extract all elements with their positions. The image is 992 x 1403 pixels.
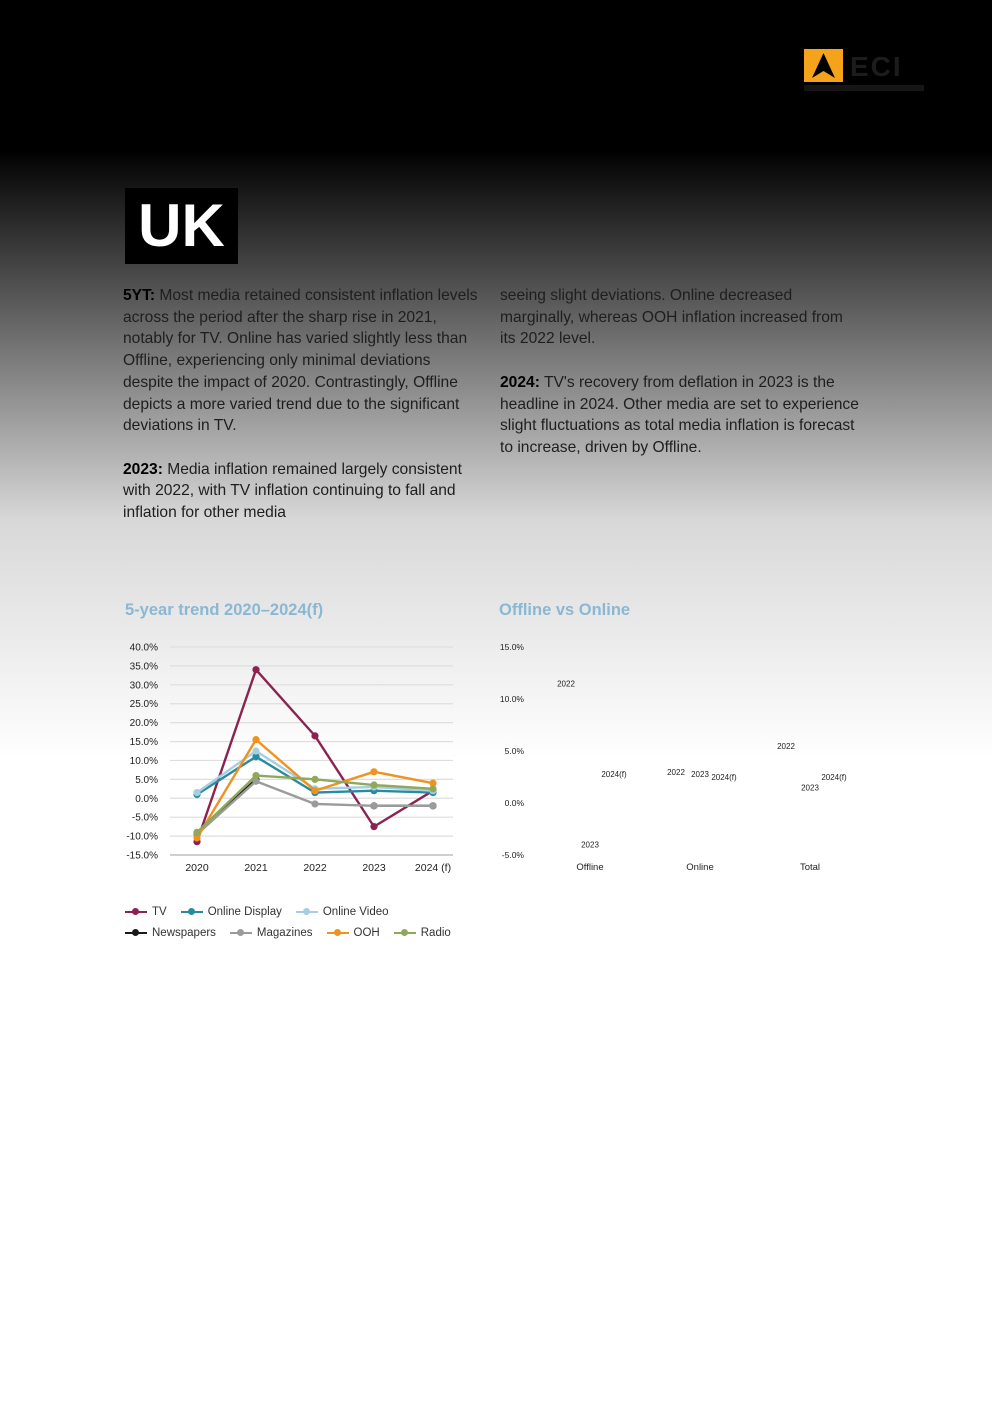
x-tick-label: 2021 bbox=[244, 862, 268, 874]
x-tick-label: 2022 bbox=[303, 862, 327, 874]
x-tick-label: 2020 bbox=[185, 862, 209, 874]
data-label: 2022 bbox=[777, 741, 795, 751]
data-point bbox=[429, 802, 436, 809]
legend-item bbox=[296, 906, 389, 918]
paragraph-5yt bbox=[123, 285, 483, 437]
data-label: 2022 bbox=[667, 767, 685, 777]
paragraph-2023-cont bbox=[500, 285, 860, 350]
legend-row bbox=[125, 901, 485, 922]
y-tick-label: 10.0% bbox=[129, 755, 158, 767]
series-tv bbox=[193, 666, 436, 845]
offline-online-chart-title: Offline vs Online bbox=[499, 601, 631, 619]
trend-chart-title: 5-year trend 2020–2024(f) bbox=[125, 601, 324, 619]
data-label: 2024(f) bbox=[601, 769, 627, 779]
x-tick-label: Online bbox=[686, 862, 714, 873]
paragraph-body: seeing slight deviations. Online decreased marginally, whereas OOH inflation increased from its 2022 level. bbox=[500, 287, 843, 348]
y-tick-label: -10.0% bbox=[126, 831, 158, 843]
y-tick-label: 20.0% bbox=[129, 718, 158, 730]
commentary-right-column bbox=[500, 285, 860, 480]
paragraph-heading: 2023: bbox=[123, 460, 163, 478]
legend-label: Magazines bbox=[256, 926, 313, 939]
y-tick-label: -5.0% bbox=[131, 812, 158, 824]
paragraph-body: Media inflation remained largely consistent with 2022, with TV inflation continuing to fall and inflation for other media bbox=[123, 460, 462, 522]
y-tick-label: 35.0% bbox=[129, 661, 158, 673]
y-tick-label: 0.0% bbox=[504, 798, 524, 808]
legend-row bbox=[125, 922, 485, 943]
legend-item bbox=[181, 906, 282, 918]
legend-line-marker-icon bbox=[125, 907, 147, 917]
legend-line-marker-icon bbox=[394, 928, 416, 938]
offline-online-bar-chart bbox=[495, 635, 865, 885]
y-tick-label: 0.0% bbox=[135, 793, 158, 805]
legend-line-marker-icon bbox=[230, 928, 252, 938]
logo-mark bbox=[804, 49, 843, 82]
y-tick-label: -15.0% bbox=[126, 850, 158, 862]
data-label: 2022 bbox=[557, 679, 575, 689]
data-point bbox=[252, 772, 259, 779]
legend-label: TV bbox=[152, 905, 167, 918]
legend-line-marker-icon bbox=[125, 928, 147, 938]
legend-line-marker-icon bbox=[327, 928, 349, 938]
legend-item bbox=[327, 927, 380, 939]
data-point bbox=[252, 736, 259, 743]
legend-label: Radio bbox=[420, 926, 451, 939]
data-label: 2024(f) bbox=[711, 773, 737, 782]
legend-label: Newspapers bbox=[152, 926, 216, 939]
data-point bbox=[311, 776, 318, 783]
data-point bbox=[311, 732, 318, 739]
legend-label: Online Display bbox=[207, 905, 282, 918]
legend-item bbox=[125, 906, 167, 918]
arrow-mark-icon bbox=[804, 49, 843, 82]
y-tick-label: 15.0% bbox=[499, 642, 524, 652]
y-tick-label: 15.0% bbox=[129, 737, 158, 749]
data-label: 2023 bbox=[581, 840, 599, 850]
data-point bbox=[370, 781, 377, 788]
data-point bbox=[311, 787, 318, 794]
paragraph-heading: 5YT: bbox=[123, 287, 156, 304]
data-point bbox=[370, 802, 377, 809]
data-point bbox=[370, 823, 377, 830]
data-point bbox=[370, 768, 377, 775]
x-tick-label: Total bbox=[799, 862, 821, 873]
series-line bbox=[197, 670, 433, 842]
x-tick-label: 2023 bbox=[362, 862, 386, 874]
country-badge: UK bbox=[125, 188, 238, 264]
y-tick-label: 5.0% bbox=[504, 746, 524, 756]
data-point bbox=[252, 666, 259, 673]
legend-line-marker-icon bbox=[181, 907, 203, 917]
legend-item bbox=[394, 927, 451, 939]
paragraph-2023 bbox=[123, 459, 483, 524]
data-label: 2023 bbox=[801, 783, 819, 793]
data-point bbox=[252, 747, 259, 754]
data-point bbox=[429, 785, 436, 792]
legend-line-marker-icon bbox=[296, 907, 318, 917]
y-tick-label: 10.0% bbox=[499, 694, 524, 704]
paragraph-body: Most media retained consistent inflation levels across the period after the sharp rise in 2021, notably for TV. Online has varied slightly less than Offline, experiencing only minimal deviations despite the impact of 2020. Contrastingly, Offline depicts a more varied trend due to the significant deviations in TV. bbox=[123, 287, 478, 435]
trend-line-chart bbox=[120, 635, 470, 885]
y-tick-label: 40.0% bbox=[129, 642, 158, 654]
x-tick-label: 2024 (f) bbox=[414, 862, 452, 874]
data-point bbox=[193, 829, 200, 836]
logo-underline bbox=[804, 85, 924, 91]
paragraph-body: TV's recovery from deflation in 2023 is the headline in 2024. Other media are set to experience slight fluctuations as total media inflation is forecast to increase, driven by Offline. bbox=[500, 373, 859, 456]
paragraph-2024 bbox=[500, 372, 860, 459]
data-label: 2023 bbox=[691, 769, 709, 779]
trend-legend bbox=[125, 901, 485, 943]
y-tick-label: 5.0% bbox=[135, 774, 158, 786]
y-tick-label: -5.0% bbox=[501, 850, 524, 860]
paragraph-heading: 2024: bbox=[500, 373, 540, 391]
y-tick-label: 25.0% bbox=[129, 699, 158, 711]
legend-item bbox=[125, 927, 216, 939]
data-label: 2024(f) bbox=[821, 773, 847, 782]
eci-logo bbox=[804, 49, 924, 95]
legend-label: OOH bbox=[353, 926, 380, 939]
y-tick-label: 30.0% bbox=[129, 680, 158, 692]
data-point bbox=[311, 800, 318, 807]
commentary-left-column bbox=[123, 285, 483, 545]
x-tick-label: Offline bbox=[576, 862, 604, 873]
logo-text: ECI bbox=[850, 51, 903, 82]
legend-item bbox=[230, 927, 313, 939]
data-point bbox=[193, 789, 200, 796]
legend-label: Online Video bbox=[322, 905, 389, 918]
